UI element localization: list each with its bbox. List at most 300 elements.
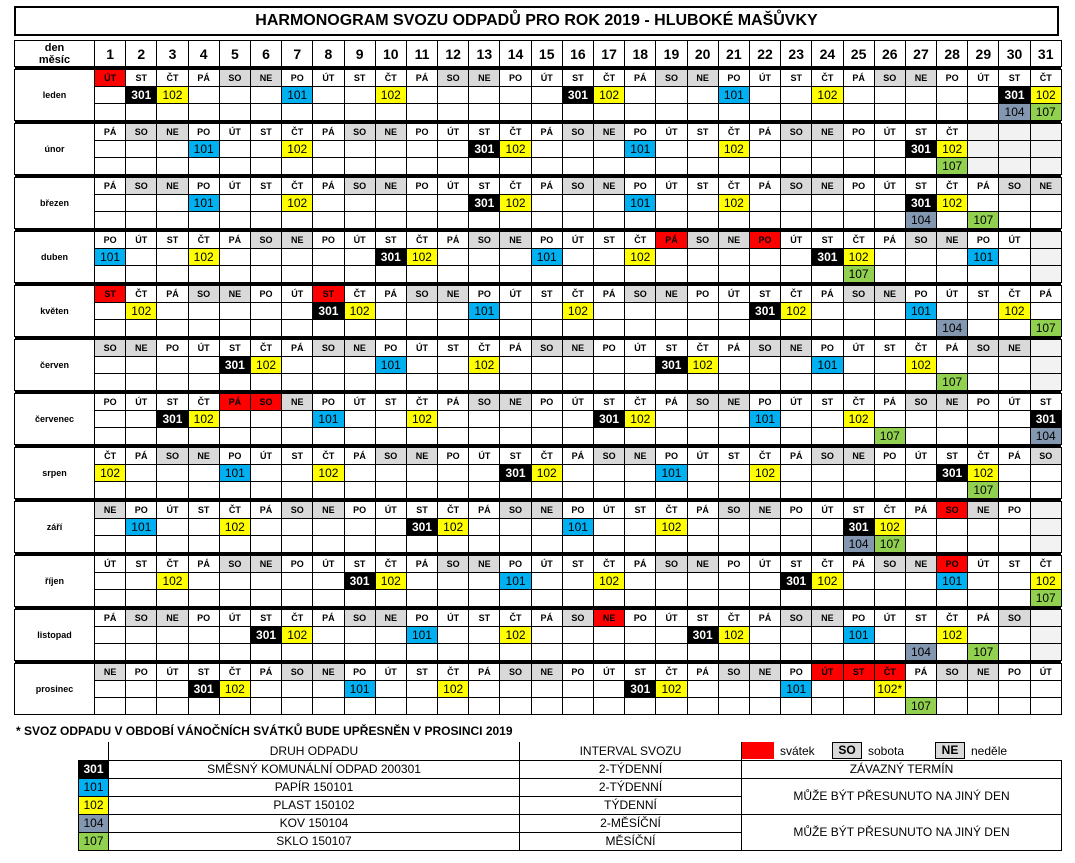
sunday-label: neděle — [971, 743, 1008, 758]
empty-cell — [375, 627, 406, 644]
empty-cell — [406, 357, 437, 374]
pickup-cell: 107 — [1030, 590, 1061, 607]
weekday-cell: ČT — [500, 610, 531, 627]
empty-cell — [999, 573, 1030, 590]
weekday-cell: ÚT — [95, 70, 126, 87]
weekday-cell: SO — [874, 70, 905, 87]
empty-cell — [905, 681, 936, 698]
pickup-cell: 102 — [656, 519, 687, 536]
weekday-cell: ST — [250, 124, 281, 141]
day-number: 7 — [282, 41, 313, 67]
pickup-row — [15, 519, 1062, 536]
empty-cell — [718, 249, 749, 266]
weekday-cell: ÚT — [999, 232, 1030, 249]
empty-cell — [781, 698, 812, 715]
pickup-cell: 301 — [843, 519, 874, 536]
empty-cell — [282, 590, 313, 607]
weekday-cell: PO — [594, 340, 625, 357]
pickup-cell: 301 — [250, 627, 281, 644]
empty-cell — [313, 482, 344, 499]
empty-cell — [188, 357, 219, 374]
empty-cell — [718, 428, 749, 445]
weekday-cell: NE — [157, 124, 188, 141]
empty-cell — [999, 644, 1030, 661]
empty-cell — [438, 303, 469, 320]
weekday-cell: PÁ — [95, 610, 126, 627]
empty-cell — [95, 644, 126, 661]
empty-cell — [812, 465, 843, 482]
empty-cell — [781, 590, 812, 607]
empty-cell — [500, 374, 531, 391]
empty-cell — [469, 644, 500, 661]
empty-cell — [126, 465, 157, 482]
pickup-cell: 102 — [905, 357, 936, 374]
weekday-cell: ÚT — [874, 124, 905, 141]
weekday-cell: ST — [500, 448, 531, 465]
weekday-cell: PÁ — [656, 394, 687, 411]
pickup-cell: 101 — [95, 249, 126, 266]
weekday-cell: PÁ — [1030, 286, 1061, 303]
empty-cell — [406, 158, 437, 175]
empty-cell — [406, 681, 437, 698]
weekday-cell: ČT — [188, 232, 219, 249]
weekday-row — [15, 664, 1062, 681]
empty-cell — [344, 411, 375, 428]
empty-cell — [438, 266, 469, 283]
empty-cell — [500, 303, 531, 320]
empty-cell — [718, 357, 749, 374]
weekday-cell: ČT — [656, 664, 687, 681]
empty-cell — [438, 411, 469, 428]
empty-cell — [656, 158, 687, 175]
empty-cell — [469, 698, 500, 715]
weekday-cell: ÚT — [999, 394, 1030, 411]
empty-cell — [562, 374, 593, 391]
weekday-cell: PO — [406, 124, 437, 141]
empty-cell — [188, 482, 219, 499]
empty-cell — [749, 627, 780, 644]
pickup-cell: 102 — [406, 411, 437, 428]
empty-cell — [375, 698, 406, 715]
empty-cell — [95, 698, 126, 715]
pickup-cell: 102 — [126, 303, 157, 320]
weekday-cell: PÁ — [406, 556, 437, 573]
pickup-cell: 101 — [812, 357, 843, 374]
empty-cell — [469, 411, 500, 428]
empty-cell — [469, 374, 500, 391]
empty-cell — [500, 249, 531, 266]
weekday-cell: PÁ — [687, 664, 718, 681]
empty-cell — [874, 627, 905, 644]
empty-cell — [126, 212, 157, 229]
weekday-row — [15, 124, 1062, 141]
day-number: 16 — [562, 41, 593, 67]
empty-cell — [781, 158, 812, 175]
empty-cell — [968, 141, 999, 158]
weekday-row — [15, 232, 1062, 249]
empty-cell — [625, 698, 656, 715]
pickup-cell: 301 — [905, 195, 936, 212]
empty-cell — [874, 465, 905, 482]
empty-cell — [874, 482, 905, 499]
month-name: říjen — [15, 556, 95, 607]
empty-cell — [375, 644, 406, 661]
weekday-cell: PO — [562, 502, 593, 519]
weekday-cell: PÁ — [313, 178, 344, 195]
weekday-cell: ÚT — [718, 286, 749, 303]
empty-cell — [375, 590, 406, 607]
pickup-cell: 301 — [781, 573, 812, 590]
empty-cell — [95, 482, 126, 499]
empty-cell — [937, 357, 968, 374]
empty-cell — [438, 212, 469, 229]
empty-cell — [781, 212, 812, 229]
empty-cell — [531, 590, 562, 607]
weekday-cell: ČT — [718, 610, 749, 627]
empty-cell — [656, 104, 687, 121]
pickup-row — [15, 249, 1062, 266]
empty-cell — [126, 374, 157, 391]
pickup-cell: 101 — [781, 681, 812, 698]
weekday-cell: ÚT — [469, 448, 500, 465]
empty-cell — [126, 482, 157, 499]
empty-cell — [531, 141, 562, 158]
pickup-cell: 102 — [250, 357, 281, 374]
empty-cell — [874, 374, 905, 391]
weekday-cell: SO — [219, 70, 250, 87]
empty-cell — [656, 303, 687, 320]
empty-cell — [344, 87, 375, 104]
weekday-cell: ST — [469, 610, 500, 627]
empty-cell — [406, 698, 437, 715]
empty-cell — [656, 644, 687, 661]
legend-code: 101 — [79, 778, 109, 796]
empty-cell — [188, 536, 219, 553]
empty-cell — [718, 681, 749, 698]
empty-cell — [313, 141, 344, 158]
weekday-cell: ST — [282, 448, 313, 465]
empty-cell — [781, 266, 812, 283]
pickup-cell: 102 — [157, 87, 188, 104]
empty-cell — [438, 249, 469, 266]
weekday-cell: ÚT — [406, 340, 437, 357]
weekday-cell: SO — [656, 70, 687, 87]
weekday-cell: NE — [500, 232, 531, 249]
empty-cell — [812, 411, 843, 428]
day-number: 3 — [157, 41, 188, 67]
weekday-cell: NE — [874, 286, 905, 303]
pickup-cell: 301 — [469, 195, 500, 212]
empty-cell — [406, 141, 437, 158]
empty-cell — [188, 698, 219, 715]
weekday-cell: NE — [531, 502, 562, 519]
pickup-cell: 102 — [874, 519, 905, 536]
pickup-cell: 107 — [968, 644, 999, 661]
empty-cell — [687, 87, 718, 104]
corner-cell — [15, 41, 95, 67]
weekday-cell: PO — [999, 502, 1030, 519]
empty-cell — [625, 519, 656, 536]
weekday-cell: NE — [375, 124, 406, 141]
empty-cell — [562, 212, 593, 229]
day-number: 11 — [406, 41, 437, 67]
legend-term: MŮŽE BÝT PŘESUNUTO NA JINÝ DEN — [742, 814, 1062, 850]
weekday-cell: SO — [126, 610, 157, 627]
empty-cell — [937, 249, 968, 266]
weekday-cell: ČT — [781, 286, 812, 303]
day-number: 29 — [968, 41, 999, 67]
empty-cell — [781, 536, 812, 553]
weekday-cell: PO — [469, 286, 500, 303]
empty-cell — [126, 590, 157, 607]
empty-cell — [687, 195, 718, 212]
empty-cell — [126, 158, 157, 175]
weekday-cell: PÁ — [749, 124, 780, 141]
empty-cell — [1030, 627, 1061, 644]
empty-cell — [625, 627, 656, 644]
empty-cell — [781, 104, 812, 121]
weekday-cell: ÚT — [562, 232, 593, 249]
weekday-cell: ÚT — [438, 178, 469, 195]
weekday-cell: SO — [781, 124, 812, 141]
empty-cell — [625, 644, 656, 661]
empty-cell — [781, 428, 812, 445]
empty-cell — [687, 482, 718, 499]
pickup-cell: 102 — [625, 249, 656, 266]
pickup-cell: 102 — [375, 573, 406, 590]
empty-cell — [95, 104, 126, 121]
month-name: září — [15, 502, 95, 553]
empty-cell — [469, 573, 500, 590]
empty-cell — [749, 482, 780, 499]
empty-cell — [968, 590, 999, 607]
empty-cell — [562, 141, 593, 158]
empty-cell — [625, 573, 656, 590]
weekday-cell: PO — [625, 124, 656, 141]
empty-cell — [1030, 681, 1061, 698]
weekday-cell: ST — [812, 394, 843, 411]
weekday-cell: SO — [625, 286, 656, 303]
empty-cell — [188, 644, 219, 661]
weekday-cell: ST — [781, 556, 812, 573]
weekday-cell: PO — [313, 394, 344, 411]
empty-cell — [219, 536, 250, 553]
day-number: 5 — [219, 41, 250, 67]
weekday-cell: ČT — [157, 70, 188, 87]
empty-cell — [905, 627, 936, 644]
empty-cell — [749, 158, 780, 175]
empty-cell — [375, 195, 406, 212]
empty-cell — [313, 212, 344, 229]
pickup-cell: 102 — [375, 87, 406, 104]
empty-cell — [749, 320, 780, 337]
empty-cell — [749, 87, 780, 104]
weekday-cell: ČT — [937, 124, 968, 141]
empty-cell — [126, 681, 157, 698]
pickup-cell: 301 — [188, 681, 219, 698]
weekday-cell: ČT — [843, 394, 874, 411]
empty-cell — [157, 357, 188, 374]
weekday-cell: ČT — [188, 394, 219, 411]
empty-cell — [282, 320, 313, 337]
month-name: duben — [15, 232, 95, 283]
empty-cell — [1030, 357, 1061, 374]
empty-cell — [438, 698, 469, 715]
empty-cell — [625, 212, 656, 229]
empty-cell — [406, 428, 437, 445]
empty-cell — [999, 141, 1030, 158]
weekday-cell: PÁ — [438, 232, 469, 249]
weekday-cell: SO — [250, 394, 281, 411]
empty-cell — [874, 87, 905, 104]
weekday-cell: NE — [157, 178, 188, 195]
pickup-cell: 102 — [500, 195, 531, 212]
weekday-cell: SO — [282, 502, 313, 519]
pickup-cell: 102 — [594, 573, 625, 590]
weekday-cell: NE — [313, 502, 344, 519]
month-name: listopad — [15, 610, 95, 661]
empty-cell — [219, 374, 250, 391]
pickup-cell: 102 — [718, 141, 749, 158]
pickup-cell: 101 — [656, 465, 687, 482]
day-number: 17 — [594, 41, 625, 67]
empty-cell — [375, 411, 406, 428]
pickup-cell: 102 — [531, 465, 562, 482]
empty-cell — [344, 428, 375, 445]
weekday-cell: ČT — [749, 448, 780, 465]
pickup-cell: 102 — [500, 141, 531, 158]
empty-cell — [812, 374, 843, 391]
weekday-cell: ÚT — [749, 70, 780, 87]
empty-cell — [656, 249, 687, 266]
empty-cell — [812, 303, 843, 320]
empty-cell — [406, 104, 437, 121]
pickup-cell: 102 — [438, 519, 469, 536]
empty-cell — [968, 519, 999, 536]
weekday-cell: PÁ — [718, 340, 749, 357]
empty-cell — [188, 320, 219, 337]
pickup-cell: 102 — [282, 195, 313, 212]
weekday-cell: ČT — [718, 178, 749, 195]
empty-cell — [157, 266, 188, 283]
weekday-cell: ÚT — [157, 664, 188, 681]
weekday-cell: PÁ — [95, 178, 126, 195]
weekday-cell: PÁ — [999, 448, 1030, 465]
month-name: červen — [15, 340, 95, 391]
empty-cell — [1030, 158, 1061, 175]
weekday-cell: ÚT — [968, 556, 999, 573]
weekday-cell: PO — [95, 394, 126, 411]
weekday-cell: PO — [313, 232, 344, 249]
empty-cell — [812, 590, 843, 607]
empty-cell — [500, 266, 531, 283]
pickup-cell: 102 — [282, 627, 313, 644]
empty-cell — [594, 212, 625, 229]
empty-cell — [438, 357, 469, 374]
weekday-cell: PÁ — [749, 610, 780, 627]
empty-cell — [905, 573, 936, 590]
empty-cell — [594, 698, 625, 715]
pickup-cell: 102 — [1030, 87, 1061, 104]
weekday-cell: ÚT — [313, 70, 344, 87]
empty-cell — [95, 519, 126, 536]
weekday-cell: ST — [656, 340, 687, 357]
empty-cell — [874, 573, 905, 590]
weekday-cell: ST — [687, 124, 718, 141]
empty-cell — [469, 519, 500, 536]
weekday-cell: NE — [937, 394, 968, 411]
empty-cell — [656, 627, 687, 644]
empty-cell — [344, 158, 375, 175]
pickup-cell: 301 — [406, 519, 437, 536]
day-number: 14 — [500, 41, 531, 67]
pickup-cell: 101 — [905, 303, 936, 320]
empty-cell — [469, 627, 500, 644]
empty-cell — [843, 212, 874, 229]
empty-cell — [438, 195, 469, 212]
weekday-cell: PÁ — [126, 448, 157, 465]
empty-cell — [781, 374, 812, 391]
pickup-row — [15, 303, 1062, 320]
weekday-cell: ST — [250, 610, 281, 627]
empty-cell — [999, 681, 1030, 698]
empty-cell — [282, 249, 313, 266]
empty-cell — [718, 698, 749, 715]
empty-cell — [562, 158, 593, 175]
weekday-cell: ST — [562, 70, 593, 87]
weekday-cell: ÚT — [968, 70, 999, 87]
empty-cell — [531, 411, 562, 428]
empty-cell — [313, 536, 344, 553]
empty-cell — [531, 519, 562, 536]
empty-cell — [905, 374, 936, 391]
weekday-cell: PÁ — [188, 556, 219, 573]
weekday-cell: SO — [344, 178, 375, 195]
day-number: 2 — [126, 41, 157, 67]
weekday-cell: SO — [812, 448, 843, 465]
weekday-cell: ČT — [313, 448, 344, 465]
empty-cell — [905, 104, 936, 121]
weekday-cell: ST — [188, 664, 219, 681]
empty-cell — [687, 303, 718, 320]
month-name: leden — [15, 70, 95, 121]
weekday-cell: PÁ — [250, 664, 281, 681]
weekday-cell: ÚT — [250, 448, 281, 465]
empty-cell — [905, 428, 936, 445]
legend-interval: 2-TÝDENNÍ — [520, 760, 742, 778]
empty-cell — [594, 627, 625, 644]
weekday-cell: ČT — [375, 556, 406, 573]
weekday-cell: ST — [157, 394, 188, 411]
empty-cell — [469, 87, 500, 104]
empty-cell — [188, 303, 219, 320]
empty-cell — [1030, 141, 1061, 158]
weekday-cell: PÁ — [95, 124, 126, 141]
pickup-cell: 102 — [718, 627, 749, 644]
day-number: 6 — [250, 41, 281, 67]
weekday-cell: ÚT — [562, 394, 593, 411]
empty-cell — [656, 87, 687, 104]
empty-cell — [219, 428, 250, 445]
empty-cell — [157, 519, 188, 536]
empty-cell — [406, 644, 437, 661]
weekday-cell: SO — [313, 340, 344, 357]
empty-cell — [313, 320, 344, 337]
empty-cell — [313, 249, 344, 266]
empty-cell — [250, 465, 281, 482]
empty-cell — [687, 465, 718, 482]
empty-cell — [313, 519, 344, 536]
